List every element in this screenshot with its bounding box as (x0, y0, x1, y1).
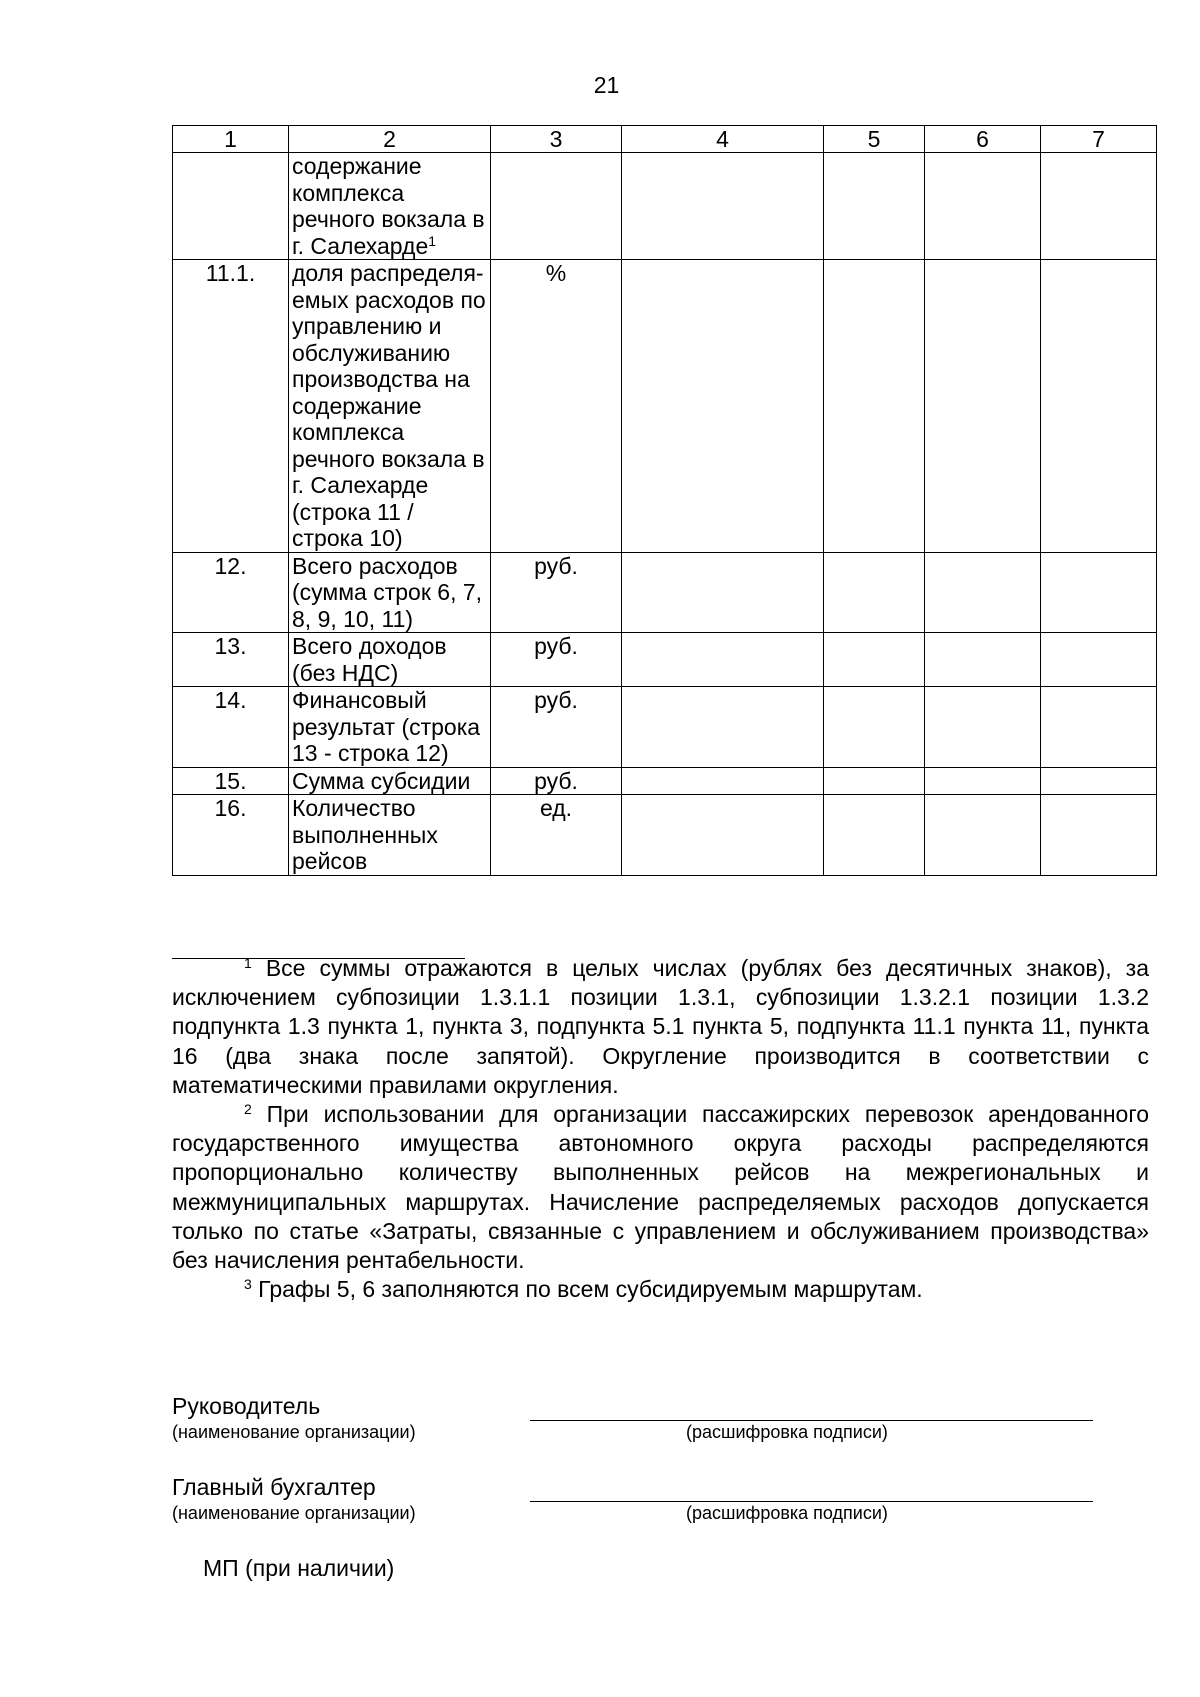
row-number: 11.1. (173, 260, 289, 553)
empty-cell (824, 767, 925, 795)
empty-cell (1041, 633, 1157, 687)
footnote-text: Графы 5, 6 заполняются по всем субсидируемым маршрутам. (251, 1276, 923, 1303)
empty-cell (622, 633, 824, 687)
footnote-mark: 1 (428, 232, 437, 249)
empty-cell (622, 153, 824, 260)
table-header-row (173, 126, 1157, 153)
stamp-label: МП (при наличии) (203, 1555, 395, 1581)
row-name: Сумма субсидии (289, 767, 491, 795)
empty-cell (925, 633, 1041, 687)
empty-cell (1041, 153, 1157, 260)
empty-cell (925, 767, 1041, 795)
accountant-decode-caption: (расшифровка подписи) (686, 1503, 888, 1523)
footnote-text: Все суммы отражаются в целых числах (рублях без десятичных знаков), за исключением субпозиции 1.3.1.1 позиции 1.3.1, субпозиции 1.3.2.1 позиции 1.3.2 подпункта 1.3 пункта 1, пункта 3, подпункта 5.1 пункта 5, подпункта 11.1 пункта 11, пункта 16 (два знака после запятой). Округление производится в соответствии с математическими правилами округления. (172, 955, 1149, 1098)
empty-cell (925, 552, 1041, 633)
empty-cell (824, 153, 925, 260)
row-name: Финансовый результат (строка 13 - строка 12) (289, 687, 491, 768)
row-number (173, 153, 289, 260)
row-unit (491, 153, 622, 260)
header-cell: 3 (491, 126, 622, 153)
accountant-org-caption: (наименование организации) (172, 1503, 416, 1523)
row-unit: руб. (491, 687, 622, 768)
accountant-label: Главный бухгалтер (172, 1474, 376, 1500)
empty-cell (622, 795, 824, 876)
empty-cell (1041, 795, 1157, 876)
page-number: 21 (593, 72, 620, 98)
header-cell: 5 (824, 126, 925, 153)
head-org-caption: (наименование организации) (172, 1422, 416, 1442)
table-row (173, 552, 1157, 633)
empty-cell (824, 633, 925, 687)
row-name: Количество выполненных рейсов (289, 795, 491, 876)
empty-cell (925, 687, 1041, 768)
table-row (173, 795, 1157, 876)
footnote-text: При использовании для организации пассажирских перевозок арендованного государственного имущества автономного округа расходы распределяются пропорционально количеству выполненных рейсов на межрегиональных и межмуниципальных маршрутах. Начисление распределяемых расходов допускается только по статье «Затраты, связанные с управлением и обслуживанием производства» без начисления рентабельности. (172, 1101, 1149, 1274)
header-cell: 7 (1041, 126, 1157, 153)
head-signature-line (530, 1420, 1093, 1421)
row-unit: руб. (491, 767, 622, 795)
table-row (173, 153, 1157, 260)
row-unit: ед. (491, 795, 622, 876)
empty-cell (925, 795, 1041, 876)
row-name-cell (289, 153, 491, 260)
accountant-signature-line (530, 1501, 1093, 1502)
footnote-mark: 2 (244, 1101, 252, 1118)
footnote-2 (172, 1100, 1149, 1275)
table-row (173, 633, 1157, 687)
footnotes (172, 954, 1149, 1304)
empty-cell (622, 552, 824, 633)
empty-cell (824, 795, 925, 876)
header-cell: 2 (289, 126, 491, 153)
footnote-mark: 1 (244, 955, 252, 971)
row-number: 14. (173, 687, 289, 768)
row-name: Всего доходов (без НДС) (289, 633, 491, 687)
data-table (172, 125, 1157, 876)
table-row (173, 767, 1157, 795)
empty-cell (1041, 767, 1157, 795)
header-cell: 4 (622, 126, 824, 153)
table-row (173, 260, 1157, 553)
row-unit: руб. (491, 633, 622, 687)
footnote-3 (172, 1275, 1149, 1304)
header-cell: 1 (173, 126, 289, 153)
row-name: содержание комплекса речного вокзала в г. Салехарде (292, 153, 485, 259)
row-unit: руб. (491, 552, 622, 633)
empty-cell (622, 260, 824, 553)
empty-cell (824, 260, 925, 553)
table-row (173, 687, 1157, 768)
empty-cell (925, 153, 1041, 260)
footnote-mark: 3 (244, 1276, 252, 1293)
head-decode-caption: (расшифровка подписи) (686, 1422, 888, 1442)
empty-cell (1041, 687, 1157, 768)
row-number: 16. (173, 795, 289, 876)
row-name: Всего расходов (сумма строк 6, 7, 8, 9, 10, 11) (289, 552, 491, 633)
row-unit: % (491, 260, 622, 553)
row-number: 15. (173, 767, 289, 795)
row-number: 13. (173, 633, 289, 687)
row-name: доля распределя-емых расходов по управлению и обслуживанию производства на содержание комплекса речного вокзала в г. Салехарде (строка 11 / строка 10) (289, 260, 491, 553)
empty-cell (925, 260, 1041, 553)
empty-cell (824, 552, 925, 633)
head-label: Руководитель (172, 1393, 321, 1419)
header-cell: 6 (925, 126, 1041, 153)
empty-cell (1041, 260, 1157, 553)
empty-cell (824, 687, 925, 768)
empty-cell (622, 767, 824, 795)
empty-cell (1041, 552, 1157, 633)
empty-cell (622, 687, 824, 768)
footnote-1 (172, 954, 1149, 1100)
row-number: 12. (173, 552, 289, 633)
